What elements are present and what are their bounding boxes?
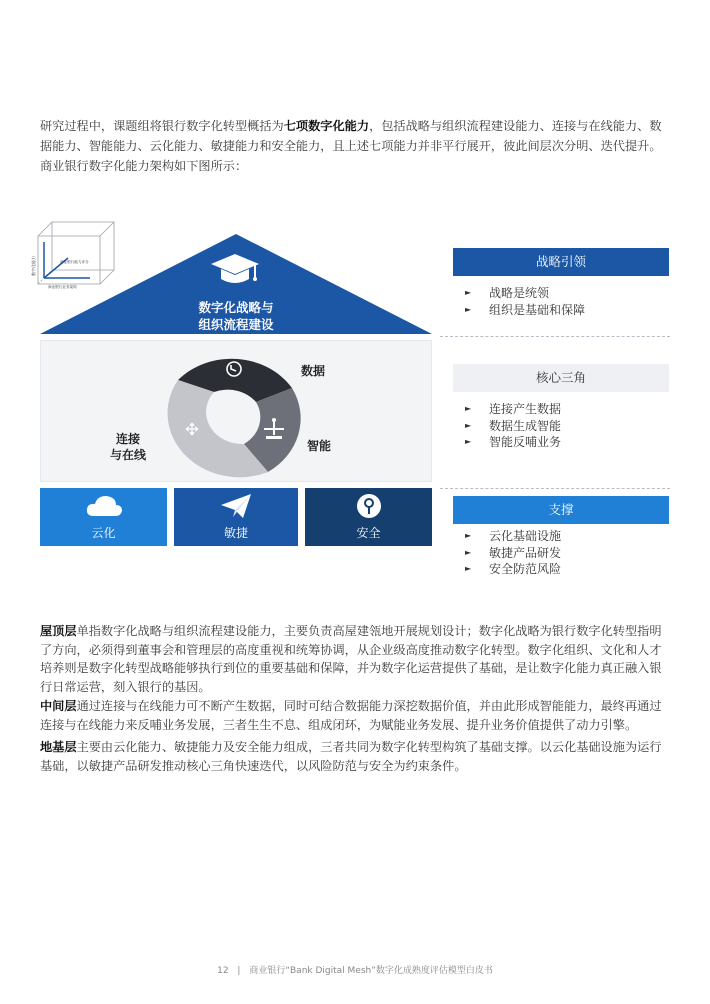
cloud-icon: [84, 492, 124, 520]
paragraph-base-text: 主要由云化能力、敏捷能力及安全能力组成，三者共同为数字化转型构筑了基础支撑。以云化基础设施为运行基础，以敏捷产品研发推动核心三角快速迭代，以风险防范与安全为约束条件。: [40, 740, 662, 773]
side-list-core: [465, 401, 561, 451]
ring-label-connect-line1: 连接: [116, 432, 141, 446]
paragraph-middle-heading: 中间层: [40, 699, 77, 713]
side-header-support: 支撑: [453, 496, 669, 524]
intro-text-start: 研究过程中，课题组将银行数字化转型概括为: [40, 119, 284, 133]
side-header-strategy: 战略引领: [453, 248, 669, 276]
paragraph-middle-text: 通过连接与在线能力可不断产生数据，同时可结合数据能力深挖数据价值，并由此形成智能能力，最终再通过连接与在线能力来反哺业务发展，三者生生不息、组成闭环，为赋能业务发展、提升业务价值提供了动力引擎。: [40, 699, 662, 732]
roof-label-line2: 组织流程建设: [198, 317, 274, 332]
graduation-cap-icon: [209, 252, 261, 288]
list-item: ► 数据生成智能: [465, 418, 561, 435]
side-list-strategy: [465, 285, 585, 318]
divider: [440, 336, 670, 337]
base-label-security: 安全: [356, 526, 381, 540]
cube-thumbnail: [30, 214, 120, 290]
paragraph-roof-heading: 屋顶层: [40, 624, 77, 638]
paragraph-middle-layer: [40, 697, 672, 734]
base-label-agile: 敏捷: [223, 526, 248, 540]
paragraph-roof-text: 单指数字化战略与组织流程建设能力，主要负责高屋建瓴地开展规划设计；数字化战略为银行数字化转型指明了方向，必须得到董事会和管理层的高度重视和统筹协调，从企业级高度推动数字化转型。数字化组织、文化和人才培养则是数字化转型战略能够执行到位的重要基础和保障，并为数字化运营提供了基础，是让数字化能力真正融入银行日常运营，刻入银行的基因。: [40, 624, 662, 694]
ring-label-data: 数据: [301, 364, 326, 378]
ring-label-connect: [110, 431, 146, 463]
core-triangle-ring: [150, 344, 310, 482]
page-number: 12: [217, 966, 229, 976]
cube-y-label: 数字化能力: [31, 256, 36, 276]
footer-title: 商业银行“Bank Digital Mesh”数字化成熟度评估模型白皮书: [249, 966, 493, 976]
cube-z-label: 商业银行能力评分: [60, 260, 89, 264]
side-list-support: [465, 528, 561, 578]
ring-label-connect-line2: 与在线: [110, 448, 147, 462]
side-header-core: 核心三角: [453, 364, 669, 392]
keyhole-icon: [353, 492, 385, 524]
paper-plane-icon: [219, 492, 253, 520]
roof-label: [40, 299, 432, 333]
paragraph-base-layer: [40, 738, 672, 775]
list-item: ► 连接产生数据: [465, 401, 561, 418]
paragraph-roof-layer: [40, 622, 672, 696]
footer-separator: |: [237, 966, 241, 976]
paragraph-base-heading: 地基层: [40, 740, 77, 754]
list-item: ► 安全防范风险: [465, 561, 561, 578]
cube-x-label: 商业银行业务架构: [48, 285, 77, 289]
base-block-cloud: [40, 488, 167, 546]
divider: [440, 488, 670, 489]
list-item: ► 智能反哺业务: [465, 434, 561, 451]
intro-text-end: ，包括战略与组织流程建设能力、连接与在线能力、数据能力、智能能力、云化能力、敏捷能力和安全能力，且上述七项能力并非平行展开，彼此间层次分明、迭代提升。商业银行数字化能力架构如下图所示：: [40, 119, 662, 173]
base-label-cloud: 云化: [91, 526, 116, 540]
roof-label-line1: 数字化战略与: [198, 300, 274, 315]
list-item: ► 云化基础设施: [465, 528, 561, 545]
list-item: ► 组织是基础和保障: [465, 302, 585, 319]
base-block-agile: [174, 488, 298, 546]
base-block-security: [305, 488, 432, 546]
intro-bold-highlight: 七项数字化能力: [283, 119, 370, 133]
ring-label-smart: 智能: [307, 439, 332, 453]
list-item: ► 战略是统领: [465, 285, 585, 302]
page-footer: [0, 963, 710, 976]
list-item: ► 敏捷产品研发: [465, 545, 561, 562]
